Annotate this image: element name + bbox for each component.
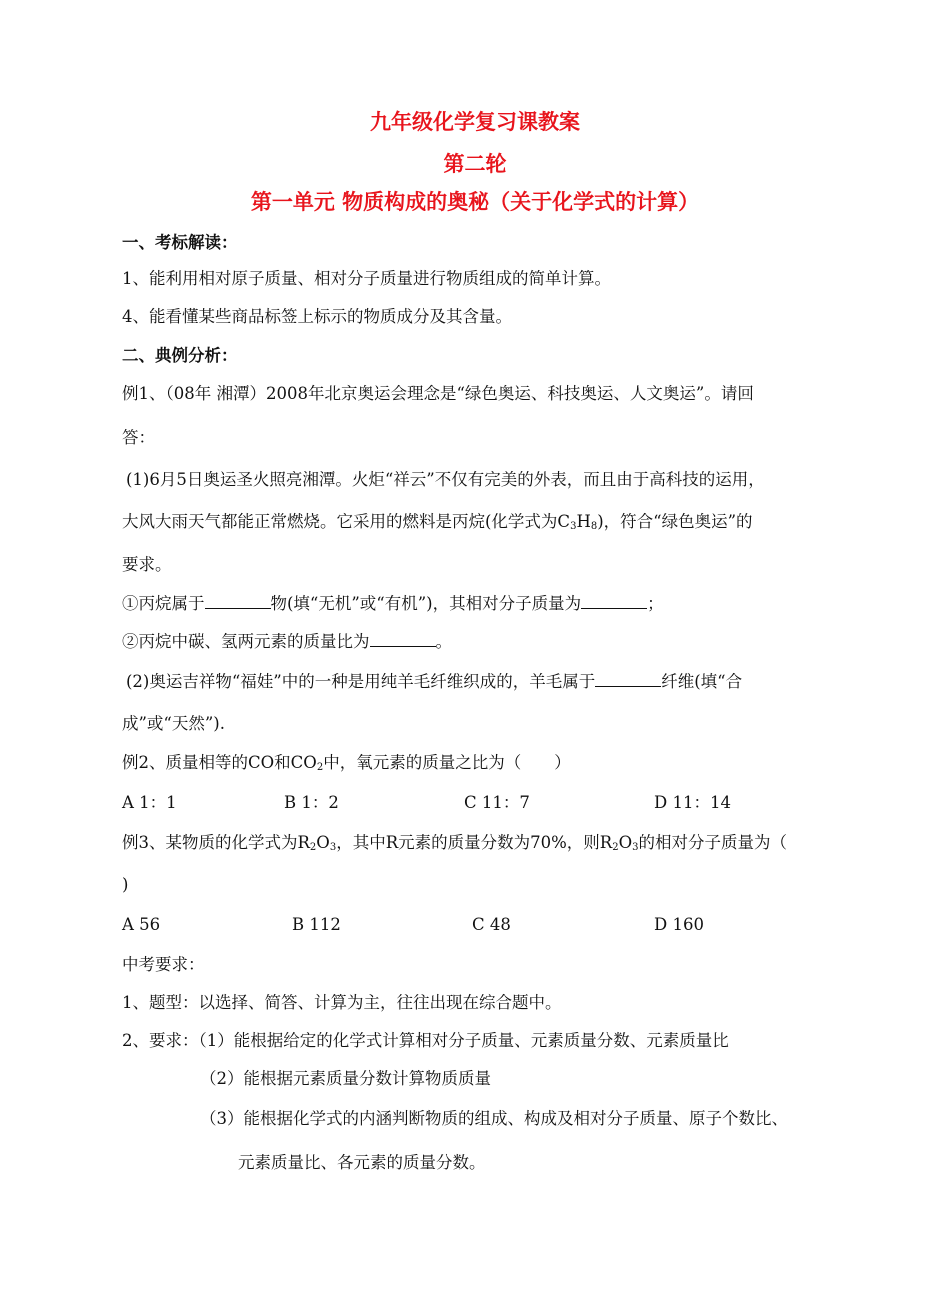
example-1-part-1-end: 要求。 (122, 555, 172, 574)
example-1-part-2: (2)奥运吉祥物“福娃”中的一种是用纯羊毛纤维织成的，羊毛属于 纤维(填“合 (126, 672, 743, 691)
example-1-part-1: (1)6月5日奥运圣火照亮湘潭。火炬“祥云”不仅有完美的外表，而且由于高科技的运用， (126, 470, 765, 489)
example-3-option-b: B 112 (292, 915, 341, 934)
document-title: 九年级化学复习课教案 (370, 110, 580, 134)
example-2-option-b: B 1：2 (284, 793, 339, 812)
unit-title: 第一单元 物质构成的奥秘（关于化学式的计算） (250, 190, 700, 214)
exam-requirement-2-sub-3: （3）能根据化学式的内涵判断物质的组成、构成及相对分子质量、原子个数比、 (200, 1109, 788, 1128)
example-2-option-a: A 1：1 (122, 793, 177, 812)
answer-blank (205, 592, 271, 609)
round-title: 第二轮 (443, 152, 507, 176)
exam-requirement-2-sub-3-cont: 元素质量比、各元素的质量分数。 (238, 1153, 486, 1172)
example-1-part-2-cont: 成”或“天然”). (122, 714, 225, 733)
example-1-stem: 例1、（08年 湘潭）2008年北京奥运会理念是“绿色奥运、科技奥运、人文奥运”。请回 (122, 384, 754, 403)
answer-blank (581, 592, 647, 609)
exam-requirement-1: 1、题型：以选择、简答、计算为主，往往出现在综合题中。 (122, 993, 562, 1012)
example-1-question-1: ①丙烷属于 物(填“无机”或“有机”)，其相对分子质量为 ； (122, 594, 664, 613)
example-1-stem-cont: 答： (122, 428, 155, 447)
example-3-stem-cont: ) (122, 875, 129, 894)
example-2-option-c: C 11：7 (464, 793, 530, 812)
example-3-option-a: A 56 (122, 915, 161, 934)
exam-requirement-2: 2、要求：（1）能根据给定的化学式计算相对分子质量、元素质量分数、元素质量比 (122, 1031, 729, 1050)
standard-item-4: 4、能看懂某些商品标签上标示的物质成分及其含量。 (122, 307, 512, 326)
section-heading-examples: 二、典例分析： (122, 346, 238, 365)
standard-item-1: 1、能利用相对原子质量、相对分子质量进行物质组成的简单计算。 (122, 269, 611, 288)
answer-blank (595, 670, 661, 687)
section-heading-standards: 一、考标解读： (122, 233, 238, 252)
example-3-stem: 例3、某物质的化学式为$R_2O_3$，其中R元素的质量分数为70%，则$R_2O_3$的相对分子质量为（ (122, 833, 788, 853)
example-1-question-2: ②丙烷中碳、氢两元素的质量比为 。 (122, 632, 452, 651)
exam-requirement-2-sub-2: （2）能根据元素质量分数计算物质质量 (200, 1069, 491, 1088)
answer-blank (370, 630, 436, 647)
example-2-stem: 例2、质量相等的CO和$CO_2$中，氧元素的质量之比为（ ） (122, 753, 571, 773)
example-3-option-d: D 160 (654, 915, 704, 934)
exam-requirements-heading: 中考要求： (122, 955, 205, 974)
example-3-option-c: C 48 (472, 915, 511, 934)
example-1-part-1-cont: 大风大雨天气都能正常燃烧。它采用的燃料是丙烷(化学式为$C_3H_8$)，符合“绿色奥运”的 (122, 512, 753, 532)
example-2-option-d: D 11：14 (654, 793, 731, 812)
